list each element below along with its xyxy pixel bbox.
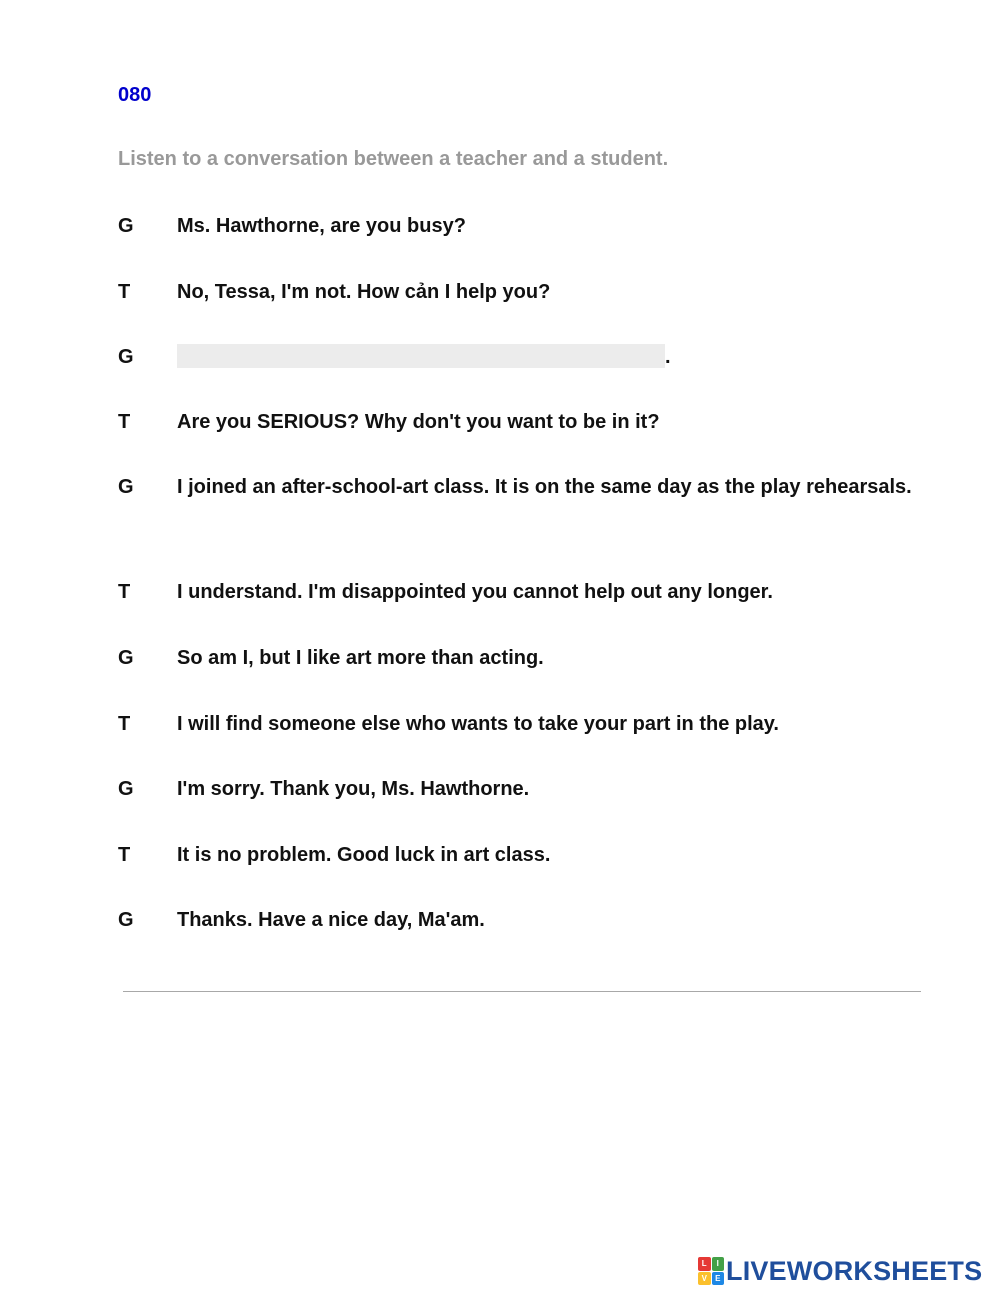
speaker-label: G: [118, 778, 134, 800]
dialogue-line: [118, 272, 924, 312]
dialogue-text: Ms. Hawthorne, are you busy?: [177, 215, 466, 237]
brand-name: LIVEWORKSHEETS: [726, 1255, 983, 1286]
speaker-label: G: [118, 346, 134, 368]
dialogue-line: [118, 900, 924, 940]
dialogue-text: Thanks. Have a nice day, Ma'am.: [177, 909, 485, 931]
speaker-label: T: [118, 713, 131, 735]
dialogue-text: I'm sorry. Thank you, Ms. Hawthorne.: [177, 778, 530, 800]
speaker-label: T: [118, 411, 131, 433]
speaker-label: G: [118, 215, 134, 237]
dialogue-text: No, Tessa, I'm not. How cản I help you?: [177, 281, 551, 303]
speaker-label: G: [118, 476, 134, 498]
answer-blank-input[interactable]: [177, 344, 665, 368]
dialogue-text: I joined an after-school-art class. It is on the same day as the play rehearsals.: [177, 476, 912, 498]
logo-letter: V: [698, 1272, 711, 1286]
dialogue-text: I understand. I'm disappointed you cannot help out any longer.: [177, 581, 773, 603]
liveworksheets-logo: [698, 1255, 982, 1287]
divider-line: [123, 991, 921, 992]
dialogue-text: Are you SERIOUS? Why don't you want to be in it?: [177, 411, 660, 433]
dialogue-line: [118, 835, 924, 875]
logo-letter: I: [712, 1257, 725, 1271]
speaker-label: G: [118, 647, 134, 669]
logo-letter: E: [712, 1272, 725, 1286]
speaker-label: T: [118, 581, 131, 603]
dialogue-text: It is no problem. Good luck in art class.: [177, 844, 551, 866]
dialogue-line: [118, 337, 924, 377]
instruction-text: Listen to a conversation between a teacher and a student.: [118, 148, 669, 170]
dialogue-line: [118, 638, 924, 678]
dialogue-line: [118, 206, 924, 246]
dialogue-line: [118, 402, 924, 442]
logo-letter: L: [698, 1257, 711, 1271]
blank-suffix: .: [665, 346, 671, 368]
speaker-label: T: [118, 844, 131, 866]
dialogue-line: [118, 769, 924, 809]
dialogue-text: So am I, but I like art more than acting.: [177, 647, 544, 669]
page-number: 080: [118, 84, 152, 106]
logo-icon: [698, 1257, 724, 1285]
speaker-label: T: [118, 281, 131, 303]
dialogue-line: [118, 704, 924, 744]
dialogue-text: I will find someone else who wants to take your part in the play.: [177, 713, 779, 735]
speaker-label: G: [118, 909, 134, 931]
dialogue-line: [118, 572, 924, 612]
dialogue-line: [118, 467, 924, 507]
